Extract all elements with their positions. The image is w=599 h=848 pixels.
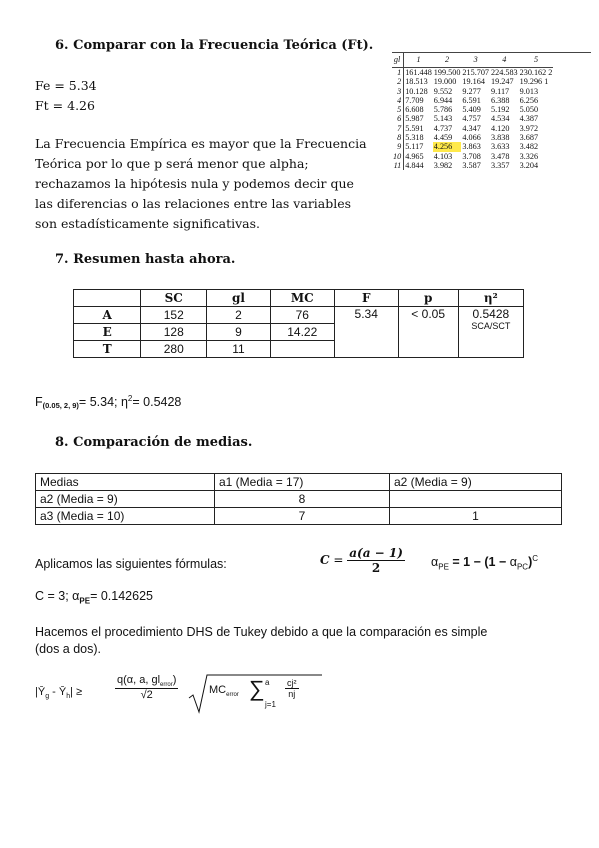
- f-summary-text: = 5.34; η: [78, 395, 128, 410]
- formula-alpha-pe: $\alpha_{PE} = 1 - (1 - \alpha_{PC})^C$: [431, 554, 539, 572]
- f-table-row: [392, 152, 553, 161]
- f-table-gl: 10: [392, 152, 404, 161]
- eta-value: 0.5428: [472, 307, 510, 321]
- cell-diff: 8: [215, 491, 390, 508]
- row-label: T: [74, 341, 141, 358]
- f-table-gl: 7: [392, 124, 404, 133]
- f-table-cell: 5.987: [405, 114, 424, 124]
- table-header-row: [36, 474, 562, 491]
- f-table-gl: 4: [392, 96, 404, 105]
- table-row: [36, 491, 562, 508]
- f-table-cell: 3.838: [491, 133, 510, 143]
- header-cell: gl: [207, 290, 271, 307]
- paragraph-line: rechazamos la hipótesis nula y podemos decir que: [35, 176, 354, 191]
- f-table-row: [392, 142, 553, 151]
- f-table-cell: 3.478: [491, 151, 510, 161]
- f-table-cell: 19.000: [433, 77, 457, 87]
- c-result-line: [35, 589, 153, 606]
- f-table-cell: 5.409: [462, 105, 481, 115]
- f-table-cell: 224.583: [491, 68, 518, 77]
- f-table-cell: 4.534: [491, 114, 510, 124]
- f-table-header: 5: [519, 53, 554, 68]
- f-table-corner: gl: [392, 53, 404, 68]
- f-table-cell: 215.707: [462, 68, 490, 77]
- f-table-cell: 9.117: [491, 86, 510, 96]
- f-table-cell: 4.387: [519, 114, 539, 124]
- f-table-cell: 3.482: [519, 142, 539, 152]
- paragraph-line: las diferencias o las relaciones entre las variables: [35, 196, 352, 211]
- f-table-gl: 8: [392, 133, 404, 142]
- f-table-cell: 6.944: [433, 95, 453, 105]
- f-table-row: [392, 68, 553, 78]
- f-table-cell: 4.757: [462, 114, 481, 124]
- f-table-row: [392, 105, 553, 114]
- f-table-row: [392, 161, 553, 170]
- f-table-cell: 5.786: [433, 105, 453, 115]
- paragraph-line: Teórica por lo que p será menor que alpha;: [35, 156, 309, 171]
- f-table-cell: 3.687: [519, 133, 539, 143]
- fe-value: Fe = 5.34: [35, 78, 97, 93]
- f-table-gl: 5: [392, 105, 404, 114]
- cell-gl: 2: [207, 307, 271, 324]
- cell-sc: 280: [141, 341, 207, 358]
- f-subscript: (0.05, 2, 9): [42, 401, 79, 411]
- f-table-cell: 19.164: [462, 77, 485, 87]
- f-table-cell: 9.013: [519, 86, 539, 96]
- mean-comparison-table: [35, 473, 562, 525]
- cell-diff: 1: [390, 508, 562, 525]
- f-table-row: [392, 133, 553, 142]
- header-cell: MC: [270, 290, 334, 307]
- f-table-cell: 3.982: [433, 160, 453, 170]
- f-table-cell: 3.633: [491, 142, 510, 152]
- f-table-cell: 161.448: [405, 68, 432, 77]
- paragraph-line: Hacemos el procedimiento DHS de Tukey debido a que la comparación es simple: [35, 625, 488, 639]
- f-table-row: [392, 124, 553, 133]
- eta-note: SCA/SCT: [471, 321, 511, 331]
- f-table-gl: 9: [392, 142, 404, 151]
- cell-eta: [458, 307, 523, 358]
- anova-summary-table: [73, 289, 524, 358]
- section-8-title: 8. Comparación de medias.: [55, 435, 253, 450]
- tukey-formula: $|Ȳ_g$ - $Ȳ_h|$ ≥ q(α, a, $gl_{error}$) √2 $MC_{error}$ ∑ a j=1 $\frac{\text{cj²}}{nj}$: [35, 672, 325, 716]
- table-row: [74, 307, 524, 324]
- f-distribution-table: [392, 52, 591, 203]
- row-label: E: [74, 324, 141, 341]
- header-cell: η²: [458, 290, 523, 307]
- f-table-row: [392, 87, 553, 96]
- f-table-cell: 19.247: [491, 77, 514, 87]
- f-table-row: [392, 77, 553, 86]
- f-table-cell: 7.709: [405, 95, 424, 105]
- f-table-cell: 4.459: [433, 133, 453, 143]
- f-table-cell: 6.591: [462, 95, 481, 105]
- table-row: [36, 508, 562, 525]
- row-label: a2 (Media = 9): [36, 491, 215, 508]
- eta-superscript: 2: [127, 394, 133, 403]
- tukey-c-fraction: $\frac{\text{cj²}}{nj}$: [287, 678, 297, 699]
- f-table-header: 1: [404, 53, 433, 68]
- f-table-cell: 5.143: [433, 114, 453, 124]
- f-table-cell: 5.117: [405, 142, 424, 152]
- alpha-value: = 0.142625: [90, 589, 153, 603]
- f-table-cell: 3.326: [519, 151, 539, 161]
- paragraph-line: (dos a dos).: [35, 642, 102, 656]
- f-table-cell: 199.500: [433, 68, 461, 77]
- f-table-cell: 5.591: [405, 123, 424, 133]
- f-table-cell: 6.388: [491, 95, 510, 105]
- f-table-cell: 6.256: [519, 95, 539, 105]
- f-table-cell: 10.128: [405, 86, 428, 96]
- cell-mc: 14.22: [270, 324, 334, 341]
- f-table-cell: 3.204: [519, 160, 539, 170]
- f-table-gl: 6: [392, 114, 404, 123]
- f-table-cell: 18.513: [405, 77, 428, 87]
- tukey-paragraph: [35, 624, 575, 658]
- header-cell: a1 (Media = 17): [215, 474, 390, 491]
- f-table-cell: 5.050: [519, 105, 539, 115]
- formula-c: C = $\frac{a(a - 1)}{2}$: [320, 546, 403, 575]
- f-table-cell: 19.296 1: [519, 77, 549, 87]
- f-table-cell: 4.347: [462, 123, 481, 133]
- formulas-intro: Aplicamos las siguientes fórmulas:: [35, 557, 227, 571]
- f-table-cell: 4.066: [462, 133, 481, 143]
- cell-gl: 9: [207, 324, 271, 341]
- header-cell: SC: [141, 290, 207, 307]
- cell-f: 5.34: [334, 307, 398, 358]
- f-table-cell: 3.972: [519, 123, 539, 133]
- row-label: a3 (Media = 10): [36, 508, 215, 525]
- header-cell: [74, 290, 141, 307]
- f-table-cell: 4.965: [405, 151, 424, 161]
- f-table-gl: 2: [392, 77, 404, 86]
- section-6-paragraph: [35, 134, 395, 234]
- f-table-header: 2: [433, 53, 462, 68]
- ft-value: Ft = 4.26: [35, 98, 95, 113]
- f-table-cell: 230.162 2: [519, 68, 553, 77]
- header-cell: a2 (Media = 9): [390, 474, 562, 491]
- f-table-gl: 11: [392, 161, 404, 170]
- f-table-cell: 4.844: [405, 160, 424, 170]
- f-table-cell: 3.708: [462, 151, 481, 161]
- paragraph-line: La Frecuencia Empírica es mayor que la Frecuencia: [35, 136, 367, 151]
- cell-gl: 11: [207, 341, 271, 358]
- f-summary-line: [35, 394, 181, 410]
- header-cell: F: [334, 290, 398, 307]
- cell-mc: [270, 341, 334, 358]
- f-table-cell: 5.318: [405, 133, 424, 143]
- f-table-header: 4: [490, 53, 519, 68]
- cell-diff: 7: [215, 508, 390, 525]
- f-symbol: F: [35, 395, 43, 410]
- f-table-cell: 3.357: [491, 160, 510, 170]
- f-table-cell: 9.552: [433, 86, 453, 96]
- cell-diff: [390, 491, 562, 508]
- f-table-gl: 1: [392, 68, 404, 78]
- f-table-cell: 5.192: [491, 105, 510, 115]
- header-cell: Medias: [36, 474, 215, 491]
- f-table-cell: 9.277: [462, 86, 481, 96]
- cell-sc: 128: [141, 324, 207, 341]
- cell-p: < 0.05: [398, 307, 458, 358]
- alpha-subscript: PE: [79, 596, 91, 606]
- c-result-text: C = 3; α: [35, 589, 80, 603]
- section-7-title: 7. Resumen hasta ahora.: [55, 252, 236, 267]
- f-table-grid: [392, 53, 553, 170]
- f-table-gl: 3: [392, 87, 404, 96]
- table-header-row: [74, 290, 524, 307]
- formula-c-fraction: $\frac{a(a - 1)}{2}$: [349, 546, 403, 575]
- paragraph-line: son estadísticamente significativas.: [35, 216, 261, 231]
- section-6-title: 6. Comparar con la Frecuencia Teórica (Ft).: [55, 38, 374, 53]
- f-table-row: [392, 114, 553, 123]
- cell-mc: 76: [270, 307, 334, 324]
- f-table-cell: 3.863: [462, 142, 481, 152]
- f-table-cell: 4.256: [433, 142, 462, 151]
- f-table-cell: 6.608: [405, 105, 424, 115]
- f-table-cell: 4.103: [433, 151, 453, 161]
- eta-summary-value: = 0.5428: [132, 395, 182, 410]
- f-table-row: [392, 96, 553, 105]
- f-table-cell: 4.120: [491, 123, 510, 133]
- tukey-q-fraction: q(α, a, $gl_{error}$) √2: [117, 674, 177, 702]
- f-table-cell: 3.587: [462, 160, 481, 170]
- f-table-cell: 4.737: [433, 123, 453, 133]
- f-table-header: 3: [461, 53, 490, 68]
- header-cell: p: [398, 290, 458, 307]
- row-label: A: [74, 307, 141, 324]
- cell-sc: 152: [141, 307, 207, 324]
